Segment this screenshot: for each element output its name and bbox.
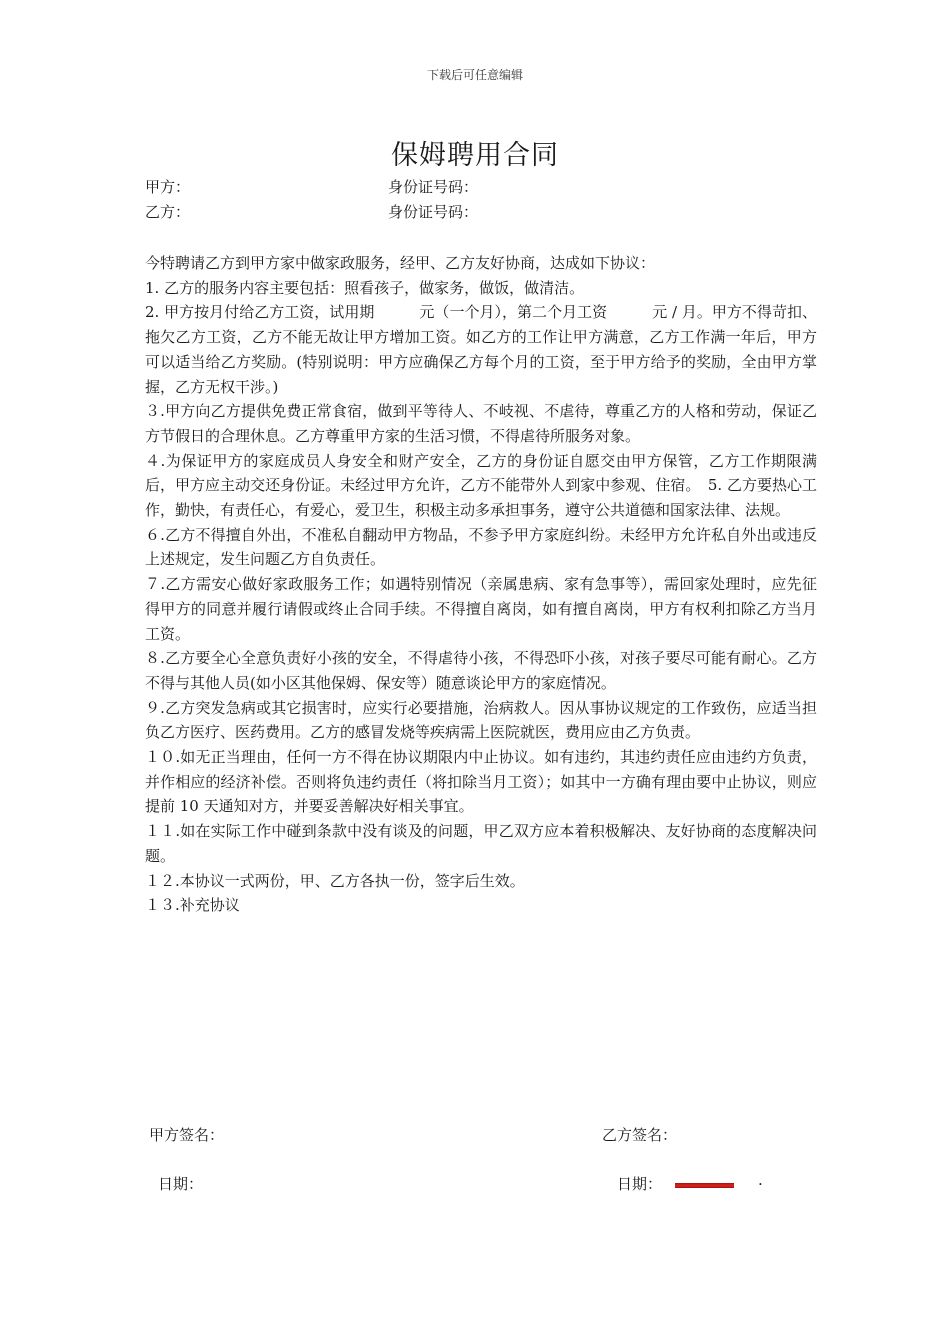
clause-4-5: ４.为保证甲方的家庭成员人身安全和财产安全，乙方的身份证自愿交由甲方保管，乙方工作期限满后，甲方应主动交还身份证。未经过甲方允许，乙方不能带外人到家中参观、住宿。 5. 乙方要热心工作，勤快，有责任心，有爱心，爱卫生，积极主动多承担事务，遵守公共道德和国家法律、法规。 xyxy=(145,451,817,520)
party-b-id-label: 身份证号码： xyxy=(388,203,479,221)
clause-11: １１.如在实际工作中碰到条款中没有谈及的问题，甲乙双方应本着积极解决、友好协商的态度解决问题。 xyxy=(145,822,817,865)
clause-13: １３.补充协议 xyxy=(145,896,240,915)
clause-3: ３.甲方向乙方提供免费正常食宿，做到平等待人、不岐视、不虐待，尊重乙方的人格和劳动，保证乙方节假日的合理休息。乙方尊重甲方家的生活习惯，不得虐待所服务对象。 xyxy=(145,402,817,445)
party-b-date-label: 日期： xyxy=(617,1175,663,1193)
clause-6: ６.乙方不得擅自外出，不准私自翻动甲方物品，不参予甲方家庭纠纷。未经甲方允许私自外出或违反上述规定，发生问题乙方自负责任。 xyxy=(145,525,817,569)
clause-7: ７.乙方需安心做好家政服务工作；如遇特别情况（亲属患病、家有急事等），需回家处理时，应先征得甲方的同意并履行请假或终止合同手续。不得擅自离岗，如有擅自离岗，甲方有权利扣除乙方当月工资。 xyxy=(145,575,817,643)
party-a-row xyxy=(145,176,479,198)
clause-9: ９.乙方突发急病或其它损害时，应实行必要措施，治病救人。因从事协议规定的工作致伤，应适当担负乙方医疗、医药费用。乙方的感冒发烧等疾病需上医院就医，费用应由乙方负责。 xyxy=(145,698,817,742)
intro-paragraph: 今特聘请乙方到甲方家中做家政服务，经甲、乙方友好协商，达成如下协议： xyxy=(145,254,656,272)
party-b-row xyxy=(145,201,479,223)
trailing-dot: . xyxy=(758,1171,763,1189)
clause-12: １２.本协议一式两份，甲、乙方各执一份，签字后生效。 xyxy=(145,871,525,890)
party-b-label: 乙方： xyxy=(145,203,191,221)
red-redaction-mark xyxy=(675,1183,734,1188)
clause-10: １０.如无正当理由，任何一方不得在协议期限内中止协议。如有违约，其违约责任应由违约方负责，并作相应的经济补偿。否则将负违约责任（将扣除当月工资）；如其中一方确有理由要中止协议，则应提前 10 天通知对方，并要妥善解决好相关事宜。 xyxy=(145,748,817,816)
party-a-id-label: 身份证号码： xyxy=(388,178,479,196)
contract-body xyxy=(145,251,817,918)
header-note: 下载后可任意编辑 xyxy=(426,68,523,82)
clause-8: ８.乙方要全心全意负责好小孩的安全，不得虐待小孩，不得恐吓小孩，对孩子要尽可能有耐心。乙方不得与其他人员(如小区其他保姆、保安等）随意谈论甲方的家庭情况。 xyxy=(145,649,817,692)
document-title: 保姆聘用合同 xyxy=(391,140,559,171)
clause-1: 1. 乙方的服务内容主要包括：照看孩子，做家务，做饭，做清洁。 xyxy=(145,278,585,297)
party-a-date-label: 日期： xyxy=(158,1175,204,1193)
party-b-signature-label: 乙方签名： xyxy=(602,1126,678,1144)
party-a-label: 甲方： xyxy=(145,178,191,196)
party-a-signature-label: 甲方签名： xyxy=(149,1126,225,1144)
clause-2: 2. 甲方按月付给乙方工资，试用期 元（一个月），第二个月工资 元 / 月。甲方不得苛扣、拖欠乙方工资，乙方不能无故让甲方增加工资。如乙方的工作让甲方满意，乙方工作满一年后，甲方可以适当给乙方奖励。(特别说明：甲方应确保乙方每个月的工资，至于甲方给予的奖励，全由甲方掌握，乙方无权干涉。) xyxy=(145,303,817,396)
